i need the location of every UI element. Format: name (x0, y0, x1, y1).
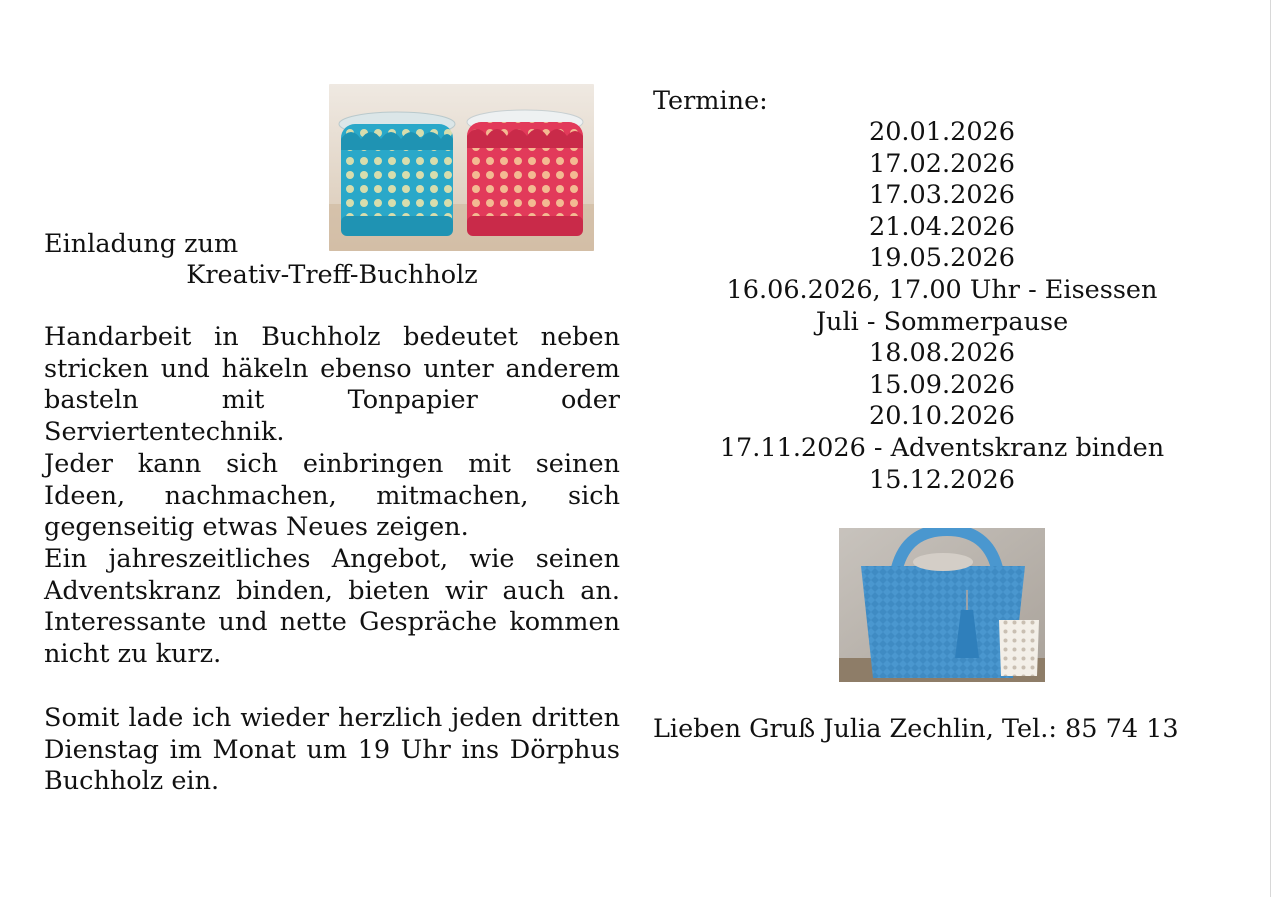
paragraph-handarbeit: Handarbeit in Buchholz bedeutet neben stricken und häkeln ebenso unter anderem basteln mit Tonpapier oder Serviertentechnik. (44, 322, 620, 447)
termine-list (653, 117, 1231, 496)
crochet-bag-image (839, 528, 1045, 682)
termin-item: 21.04.2026 (868, 211, 1015, 242)
termin-item: 20.01.2026 (868, 117, 1015, 147)
termin-item: 15.09.2026 (868, 369, 1015, 400)
crochet-bag-photo (839, 528, 1045, 682)
termin-item: 20.10.2026 (868, 401, 1015, 432)
crochet-jars-image (329, 84, 594, 251)
paragraph-angebot: Ein jahreszeitliches Angebot, wie seinen Adventskranz binden, bieten wir auch an. Interessante und nette Gespräche kommen nicht zu kurz. (44, 544, 620, 669)
paragraph-ideen: Jeder kann sich einbringen mit seinen Ideen, nachmachen, mitmachen, sich gegenseitig etwas Neues zeigen. (44, 449, 620, 543)
termin-item: 17.11.2026 - Adventskranz binden (719, 432, 1165, 463)
paragraph-einladung: Somit lade ich wieder herzlich jeden dritten Dienstag im Monat um 19 Uhr ins Dörphus Buchholz ein. (44, 703, 620, 797)
termin-item: 19.05.2026 (868, 243, 1015, 274)
page-edge (1270, 0, 1271, 897)
invitation-title: Kreativ-Treff-Buchholz (186, 260, 478, 290)
termin-item: 17.02.2026 (868, 148, 1015, 179)
termine-label: Termine: (653, 86, 768, 116)
termin-item: 16.06.2026, 17.00 Uhr - Eisessen (726, 274, 1158, 305)
termin-item: 18.08.2026 (868, 338, 1015, 369)
crochet-jars-photo (329, 84, 594, 251)
termin-item: 17.03.2026 (868, 180, 1015, 211)
termin-item: Juli - Sommerpause (815, 306, 1069, 337)
termin-item: 15.12.2026 (868, 464, 1015, 495)
signature: Lieben Gruß Julia Zechlin, Tel.: 85 74 13 (653, 714, 1179, 744)
invitation-line-1: Einladung zum (44, 229, 239, 259)
